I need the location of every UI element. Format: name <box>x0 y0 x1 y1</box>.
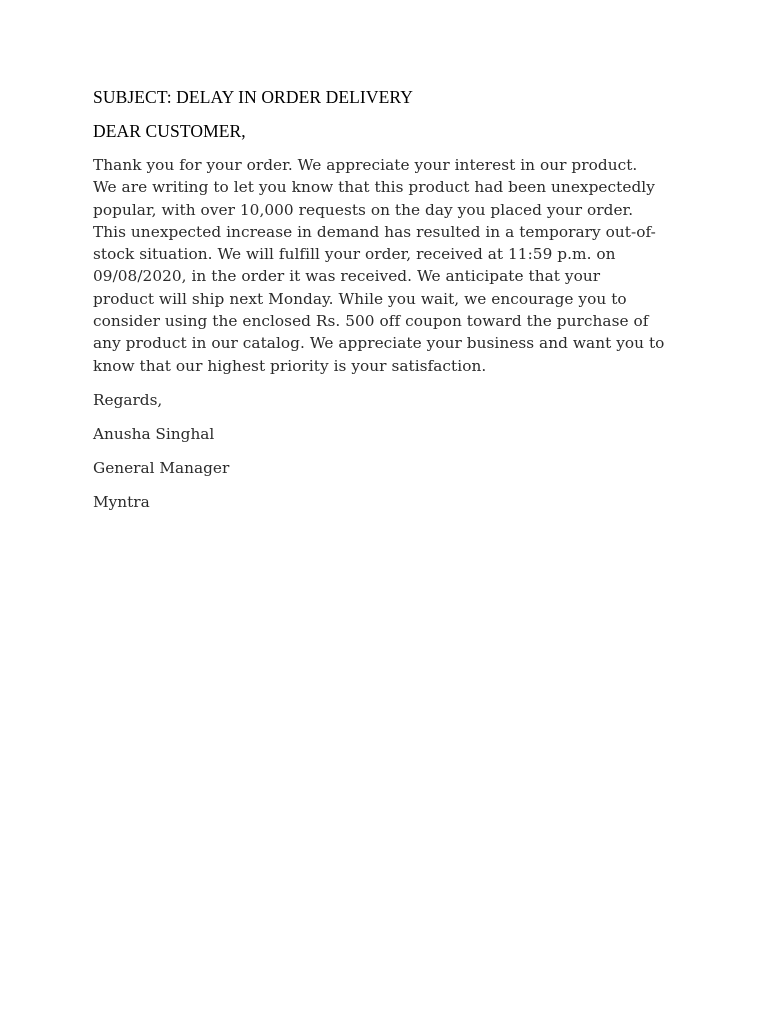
signer-title: General Manager <box>93 458 230 477</box>
letter <box>93 86 683 513</box>
letter-salutation: DEAR CUSTOMER, <box>93 121 246 141</box>
body-line: This unexpected increase in demand has resulted in a temporary out-of- <box>93 222 656 241</box>
body-line: any product in our catalog. We appreciate your business and want you to <box>93 334 665 353</box>
body-line: consider using the enclosed Rs. 500 off coupon toward the purchase of <box>93 312 649 331</box>
body-line: Thank you for your order. We appreciate your interest in our product. <box>93 156 638 174</box>
letter-signoff: Regards, <box>93 390 163 409</box>
signer-name: Anusha Singhal <box>93 424 215 443</box>
body-line: stock situation. We will fulfill your order, received at 11:59 p.m. on <box>93 245 616 264</box>
letter-body <box>93 154 693 377</box>
body-line: product will ship next Monday. While you wait, we encourage you to <box>93 289 627 308</box>
body-line: popular, with over 10,000 requests on the day you placed your order. <box>93 200 634 219</box>
company-name: Myntra <box>93 492 150 511</box>
body-line: 09/08/2020, in the order it was received. We anticipate that your <box>93 267 601 286</box>
body-line: We are writing to let you know that this product had been unexpectedly <box>93 178 655 197</box>
letter-subject: SUBJECT: DELAY IN ORDER DELIVERY <box>93 87 413 107</box>
body-line: know that our highest priority is your satisfaction. <box>93 356 487 375</box>
